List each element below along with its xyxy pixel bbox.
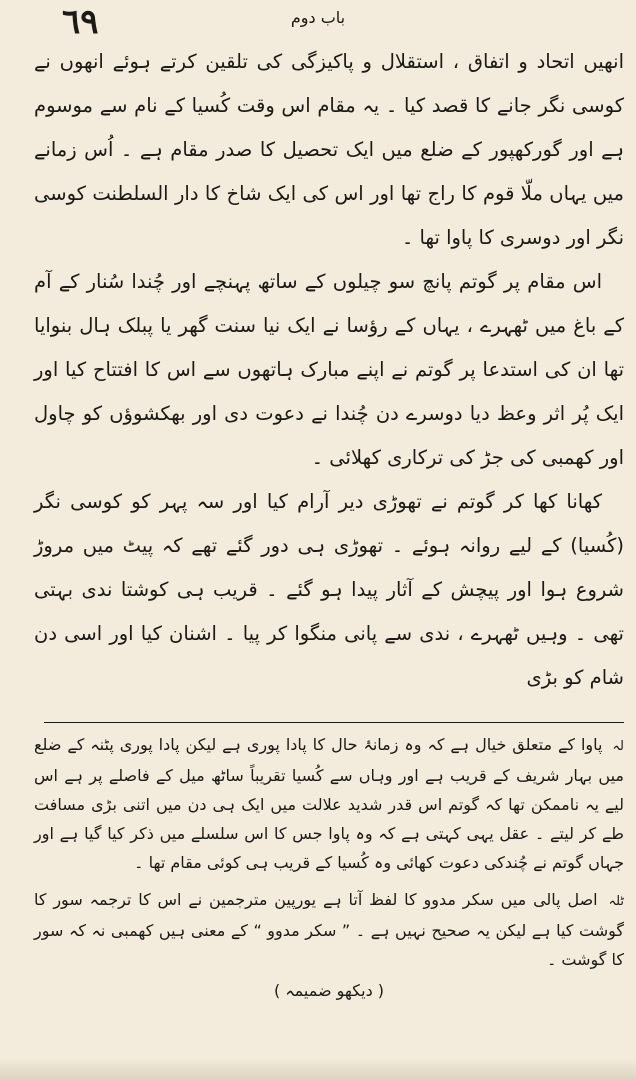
paragraph-2: اس مقام پر گوتم پانچ سو چیلوں کے ساتھ پہنچے اور چُندا سُنار کے آم کے باغ میں ٹھہرے ، یہاں کے رؤسا نے ایک نیا سنت گھر یا پبلک ہال بنوایا تھا ان کی استدعا پر گوتم نے اپنے مبارک ہاتھوں سے اس کا افتتاح کیا اور ایک پُر اثر وعظ دیا دوسرے دن چُندا نے دعوت دی اور بھکشوؤں کو چاول اور کھمبی کی جڑ کی ترکاری کھلائی ۔ [34, 270, 624, 469]
paragraph-1: انھیں اتحاد و اتفاق ، استقلال و پاکیزگی کی تلقین کرتے ہوئے انھوں نے کوسی نگر جانے کا قصد کیا ۔ یہ مقام اس وقت کُسیا کے نام سے موسوم ہے اور گورکھپور کے ضلع میں ایک تحصیل کا صدر مقام ہے ۔ اُس زمانے میں یہاں ملّا قوم کا راج تھا اور اس کی ایک شاخ کا دار السلطنت کوسی نگر اور دوسری کا پاوا تھا ۔ [34, 50, 624, 249]
page-number: ٦٩ [62, 2, 99, 42]
see-appendix-note: ( دیکھو ضمیمہ ) [273, 981, 385, 1000]
footnote-1-marker: لہ [612, 739, 624, 754]
footnote-1 [34, 730, 624, 877]
footnote-2-marker: ٹلہ [608, 894, 624, 909]
main-text [34, 40, 624, 700]
footnote-2 [34, 885, 624, 974]
footnote-1-text: پاوا کے متعلق خیال ہے کہ وہ زمانۂ حال کا پادا پوری ہے لیکن پادا پوری پٹنہ کے ضلع میں بہار شریف کے قریب ہے اور وہاں سے کُسیا تقریباً ساٹھ میل کے فاصلے پر ہے اس لیے یہ ناممکن تھا کہ گوتم اس قدر شدید علالت میں ایک ہی دن میں اتنی بڑی مسافت طے کر لیتے ۔ عقل یہی کہتی ہے کہ وہ پاوا جس کا اس سلسلے میں ذکر کیا گیا ہے اور جہاں گوتم نے چُندکی دعوت کھائی وہ کُسیا کے قریب ہی کوئی مقام تھا ۔ [34, 735, 624, 872]
footnote-divider [44, 722, 624, 723]
running-head: باب دوم [290, 8, 346, 27]
page-bottom-edge [0, 1058, 636, 1080]
paragraph-3: کھانا کھا کر گوتم نے تھوڑی دیر آرام کیا اور سہ پہر کو کوسی نگر (کُسیا) کے لیے روانہ ہوئے ۔ تھوڑی ہی دور گئے تھے کہ پیٹ میں مروڑ شروع ہوا اور پیچش کے آثار پیدا ہو گئے ۔ قریب ہی کوشتا ندی بہتی تھی ۔ وہیں ٹھہرے ، ندی سے پانی منگوا کر پیا ۔ اشنان کیا اور اسی دن شام کو بڑی [34, 490, 624, 689]
footnotes [34, 730, 624, 1005]
footnote-2-text: اصل پالی میں سکر مدوو کا لفظ آتا ہے یورپین مترجمین نے اس کا ترجمہ سور کا گوشت کیا ہے لیکن یہ صحیح نہیں ہے ۔ ” سکر مدوو “ کے معنی ہیں کھمبی نہ کہ سور کا گوشت ۔ [34, 890, 624, 969]
